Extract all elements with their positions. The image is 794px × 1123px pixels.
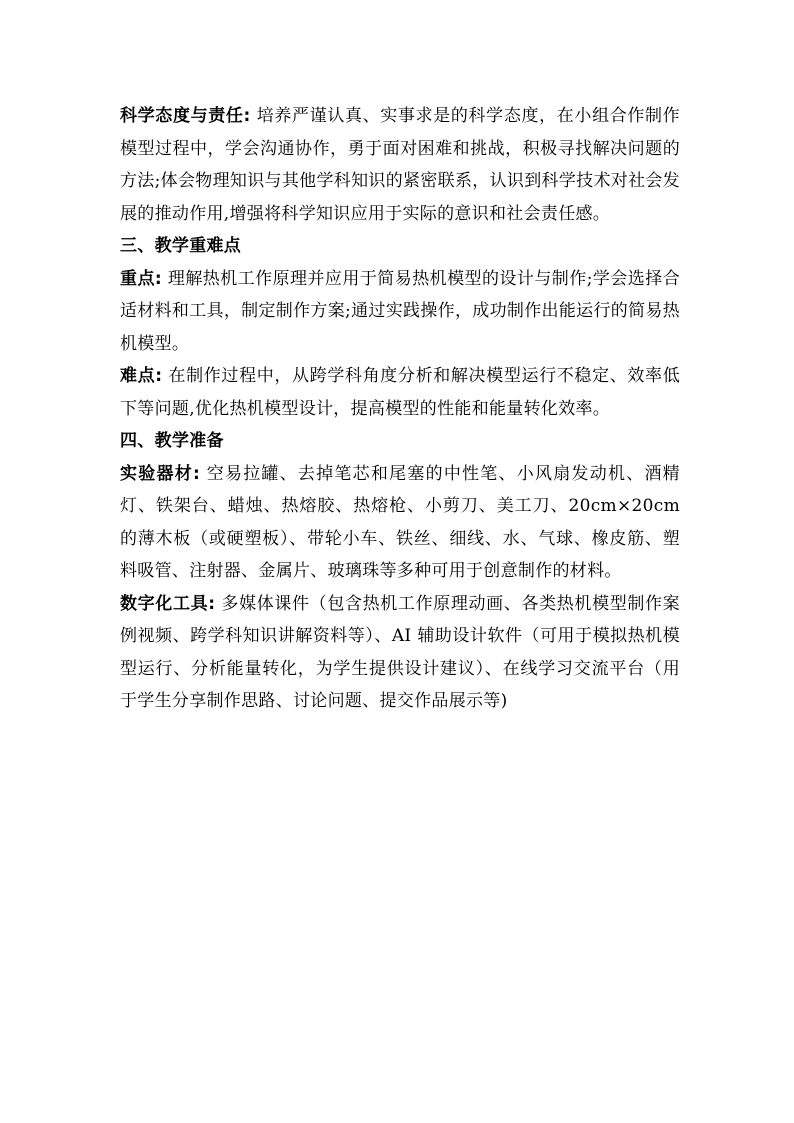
- paragraph-digital-tools: [120, 588, 680, 718]
- label-digital-tools: 数字化工具:: [120, 593, 216, 614]
- label-focus: 重点:: [120, 268, 163, 289]
- heading-preparation: 四、教学准备: [120, 431, 224, 451]
- paragraph-focus: [120, 263, 680, 361]
- paragraph-scientific-attitude: [120, 100, 680, 230]
- text-materials: 空易拉罐、去掉笔芯和尾塞的中性笔、小风扇发动机、酒精灯、铁架台、蜡烛、热熔胶、热熔枪、小剪刀、美工刀、20cm×20cm的薄木板（或硬塑板）、带轮小车、铁丝、细线、水、气球、橡皮筋、塑料吸管、注射器、金属片、玻璃珠等多种可用于创意制作的材料。: [120, 463, 680, 581]
- paragraph-materials: [120, 458, 680, 588]
- label-materials: 实验器材:: [120, 463, 201, 484]
- document-page: [120, 100, 680, 718]
- text-focus: 理解热机工作原理并应用于简易热机模型的设计与制作;学会选择合适材料和工具，制定制作方案;通过实践操作，成功制作出能运行的简易热机模型。: [120, 268, 680, 354]
- paragraph-difficulty: [120, 360, 680, 425]
- text-scientific-attitude: 培养严谨认真、实事求是的科学态度，在小组合作制作模型过程中，学会沟通协作，勇于面对困难和挑战，积极寻找解决问题的方法;体会物理知识与其他学科知识的紧密联系，认识到科学技术对社会发展的推动作用,增强将科学知识应用于实际的意识和社会责任感。: [120, 106, 680, 224]
- text-difficulty: 在制作过程中，从跨学科角度分析和解决模型运行不稳定、效率低下等问题,优化热机模型设计，提高模型的性能和能量转化效率。: [120, 366, 680, 419]
- label-difficulty: 难点:: [120, 366, 163, 386]
- heading-key-points: 三、教学重难点: [120, 236, 242, 256]
- text-digital-tools: 多媒体课件（包含热机工作原理动画、各类热机模型制作案例视频、跨学科知识讲解资料等）、AI 辅助设计软件（可用于模拟热机模型运行、分析能量转化，为学生提供设计建议）、在线学习交流平台（用于学生分享制作思路、讨论问题、提交作品展示等): [120, 593, 680, 711]
- label-scientific-attitude: 科学态度与责任:: [120, 106, 251, 126]
